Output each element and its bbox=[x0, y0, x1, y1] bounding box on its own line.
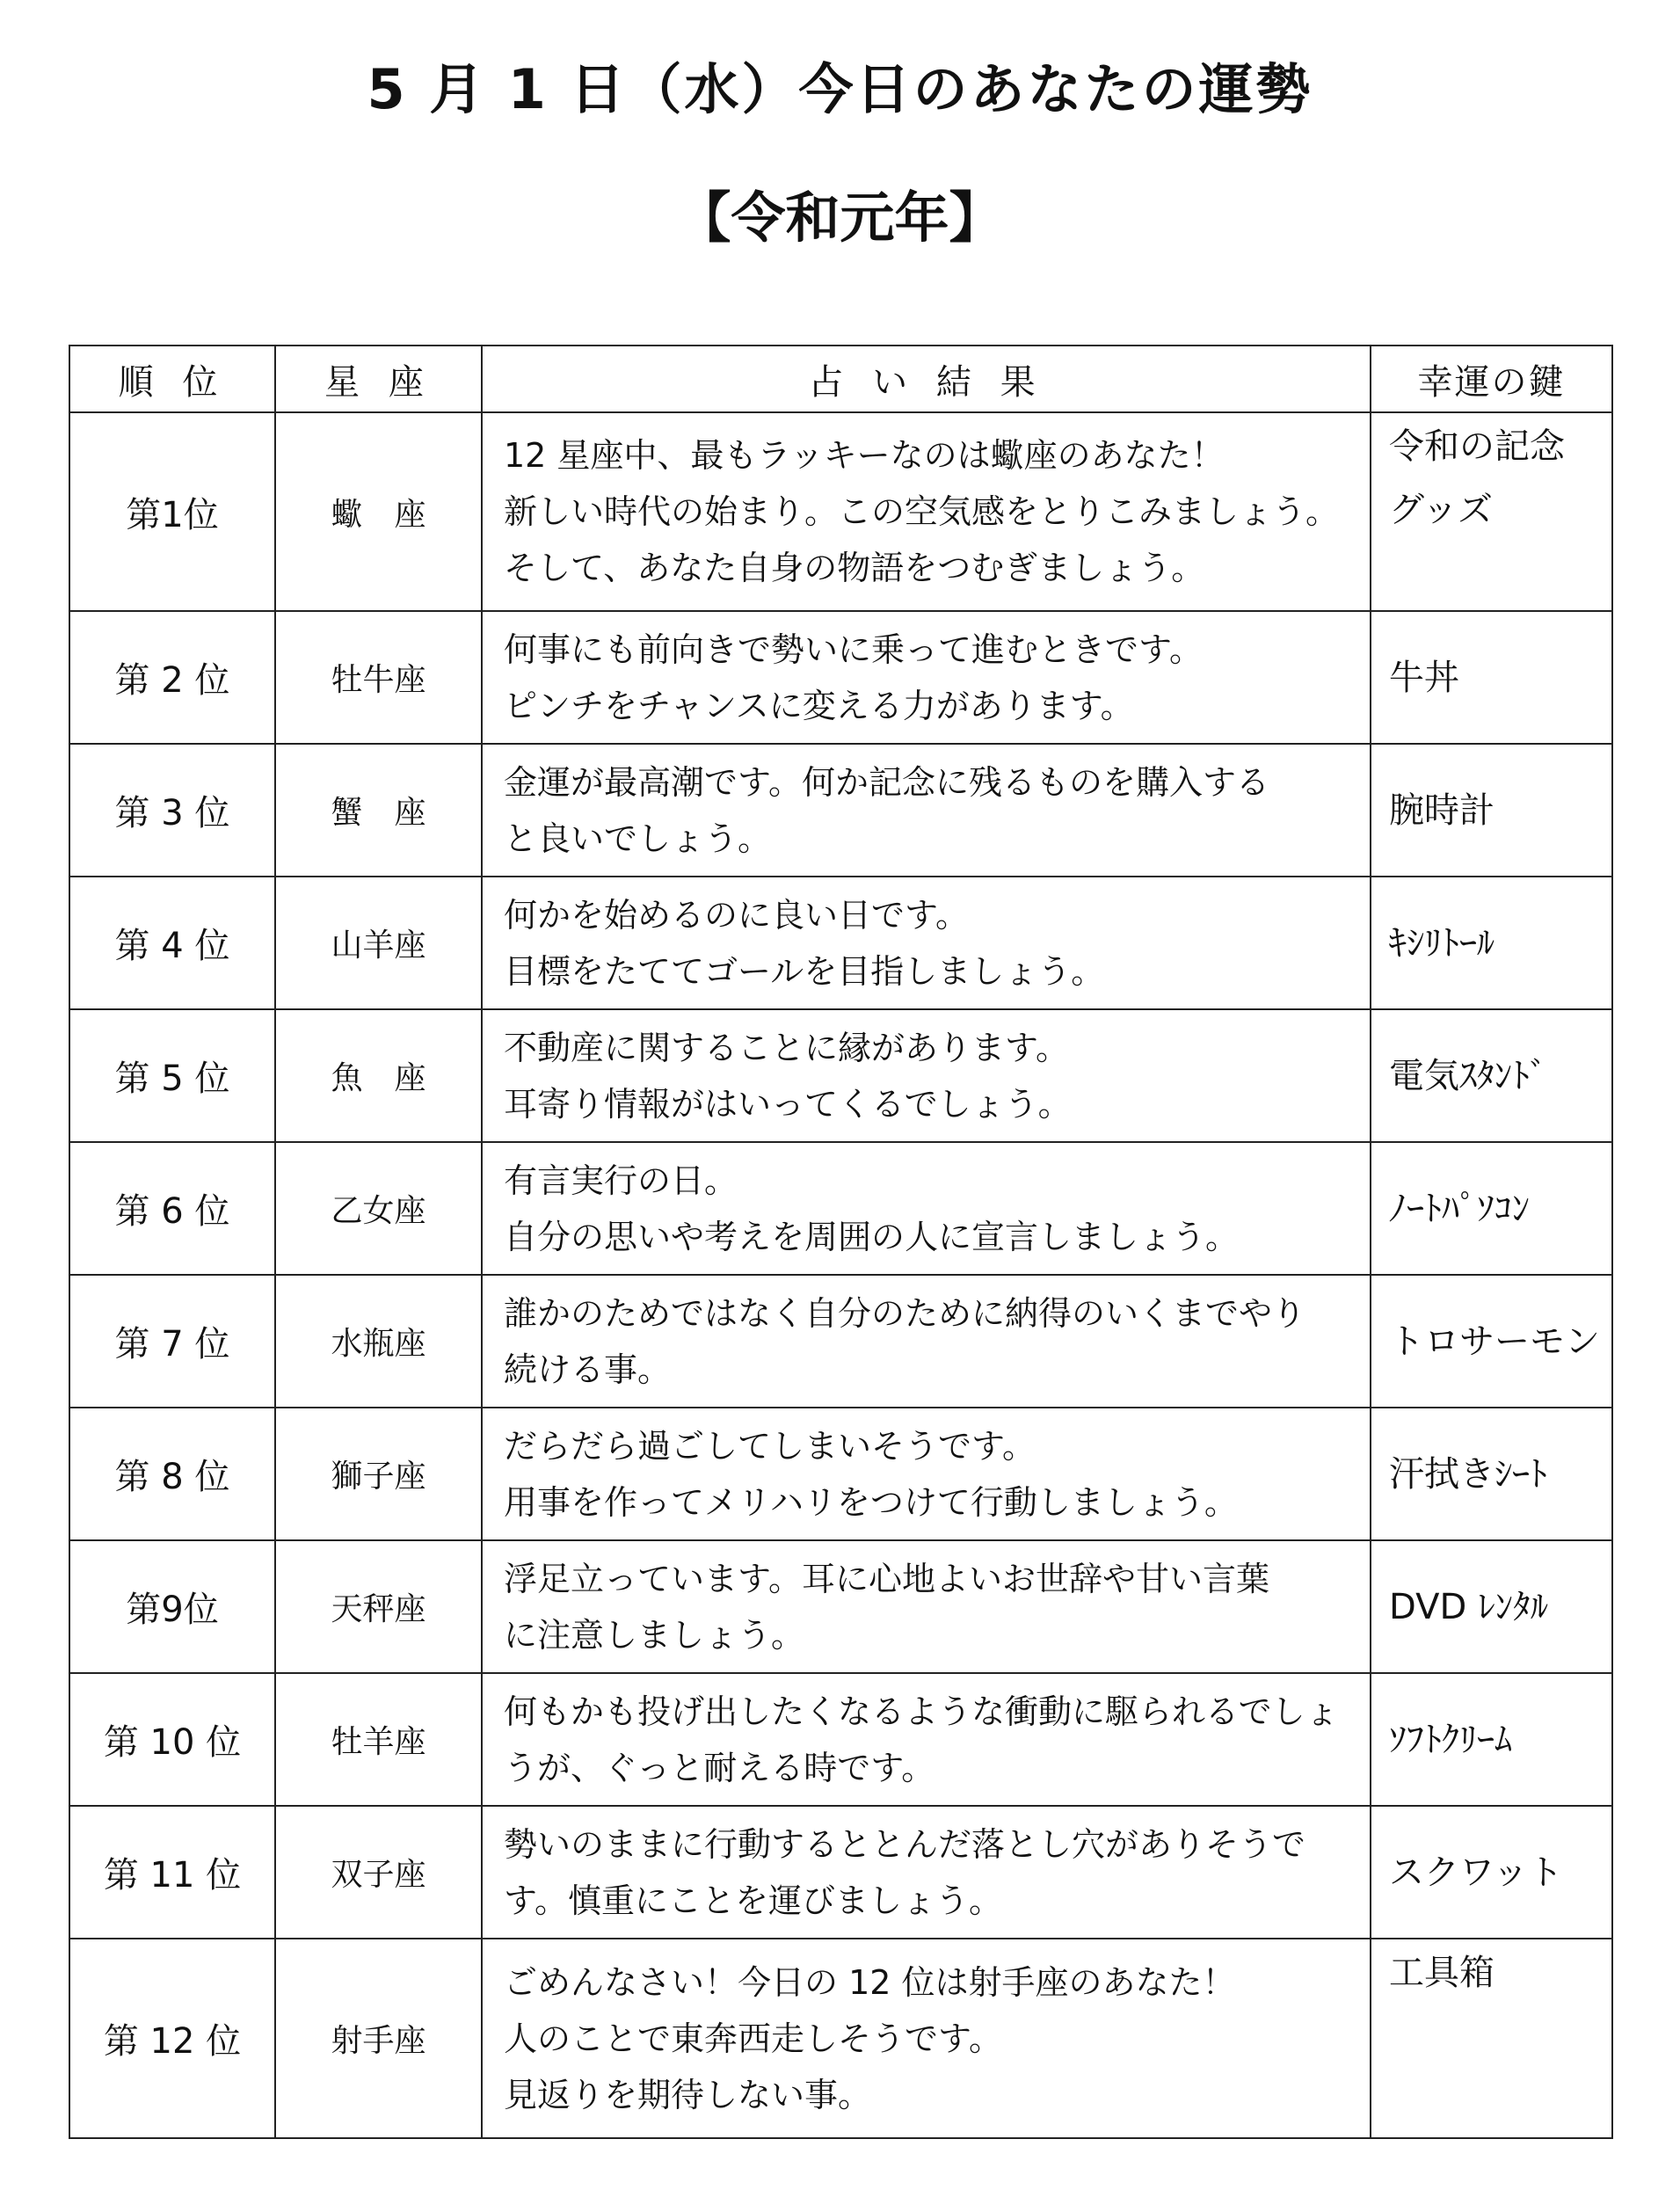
result-line: 金運が最高潮です。何か記念に残るものを購入する bbox=[504, 762, 1269, 802]
result-line: 不動産に関することに縁があります。 bbox=[504, 1028, 1069, 1067]
result-line: 見返りを期待しない事。 bbox=[504, 2075, 872, 2114]
table-header-row bbox=[69, 346, 1612, 412]
result-line: 浮足立っています。耳に心地よいお世辞や甘い言葉 bbox=[504, 1559, 1269, 1598]
lucky-key-cell bbox=[1371, 412, 1612, 611]
lucky-key-cell: 牛丼 bbox=[1371, 611, 1612, 744]
result-line: ごめんなさい！今日の 12 位は射手座のあなた！ bbox=[504, 1962, 1236, 2002]
result-line: す。慎重にことを運びましょう。 bbox=[504, 1881, 1002, 1920]
sign-cell: 蠍 座 bbox=[275, 412, 482, 611]
result-line: うが、ぐっと耐える時です。 bbox=[504, 1748, 935, 1787]
rank-cell: 第 6 位 bbox=[69, 1142, 275, 1275]
table-row bbox=[69, 1142, 1612, 1275]
page-subtitle: 【令和元年】 bbox=[676, 186, 1004, 250]
result-cell bbox=[482, 412, 1371, 611]
sign-cell: 蟹 座 bbox=[275, 744, 482, 877]
lucky-key-cell bbox=[1371, 1939, 1612, 2138]
column-header-rank: 順 位 bbox=[69, 346, 275, 412]
rank-cell: 第 8 位 bbox=[69, 1408, 275, 1540]
lucky-key-cell: スクワット bbox=[1371, 1806, 1612, 1939]
result-cell bbox=[482, 1275, 1371, 1408]
result-line: だらだら過ごしてしまいそうです。 bbox=[504, 1426, 1036, 1466]
column-header-result: 占 い 結 果 bbox=[482, 346, 1371, 412]
lucky-key-cell: トロサーモン bbox=[1371, 1275, 1612, 1408]
result-line: 人のことで東奔西走しそうです。 bbox=[504, 2019, 1002, 2058]
result-line: 新しい時代の始まり。この空気感をとりこみましょう。 bbox=[504, 492, 1340, 531]
rank-cell: 第 3 位 bbox=[69, 744, 275, 877]
result-cell bbox=[482, 744, 1371, 877]
column-header-sign: 星 座 bbox=[275, 346, 482, 412]
result-line: ピンチをチャンスに変える力があります。 bbox=[504, 686, 1134, 725]
lucky-key-cell: DVD ﾚﾝﾀﾙ bbox=[1371, 1540, 1612, 1673]
result-cell bbox=[482, 611, 1371, 744]
result-line: 何もかも投げ出したくなるような衝動に駆られるでしょ bbox=[504, 1692, 1339, 1731]
lucky-key-cell: 電気ｽﾀﾝﾄﾞ bbox=[1371, 1009, 1612, 1142]
rank-cell: 第 4 位 bbox=[69, 877, 275, 1009]
table-row bbox=[69, 744, 1612, 877]
result-line: 勢いのままに行動するととんだ落とし穴がありそうで bbox=[504, 1824, 1306, 1864]
result-line: 自分の思いや考えを周囲の人に宣言しましょう。 bbox=[504, 1217, 1240, 1256]
column-header-lucky-key: 幸運の鍵 bbox=[1371, 346, 1612, 412]
table-row bbox=[69, 1275, 1612, 1408]
sign-cell: 牡羊座 bbox=[275, 1673, 482, 1806]
rank-cell: 第9位 bbox=[69, 1540, 275, 1673]
rank-cell: 第 11 位 bbox=[69, 1806, 275, 1939]
sign-cell: 獅子座 bbox=[275, 1408, 482, 1540]
rank-cell: 第 2 位 bbox=[69, 611, 275, 744]
result-cell bbox=[482, 877, 1371, 1009]
sign-cell: 双子座 bbox=[275, 1806, 482, 1939]
lucky-key-cell: ｷｼﾘﾄｰﾙ bbox=[1371, 877, 1612, 1009]
table-row bbox=[69, 1540, 1612, 1673]
table-row bbox=[69, 1673, 1612, 1806]
table-row bbox=[69, 412, 1612, 611]
table-row bbox=[69, 1806, 1612, 1939]
rank-cell: 第 12 位 bbox=[69, 1939, 275, 2138]
result-cell bbox=[482, 1408, 1371, 1540]
result-line: 続ける事。 bbox=[504, 1350, 672, 1389]
result-line: 耳寄り情報がはいってくるでしょう。 bbox=[504, 1084, 1072, 1124]
sign-cell: 射手座 bbox=[275, 1939, 482, 2138]
lucky-key-line: 令和の記念 bbox=[1389, 426, 1565, 467]
sign-cell: 乙女座 bbox=[275, 1142, 482, 1275]
table-row bbox=[69, 877, 1612, 1009]
lucky-key-line: グッズ bbox=[1389, 490, 1493, 530]
lucky-key-cell: 腕時計 bbox=[1371, 744, 1612, 877]
result-line: そして、あなた自身の物語をつむぎましょう。 bbox=[504, 549, 1205, 587]
result-line: 目標をたててゴールを目指しましょう。 bbox=[504, 951, 1105, 991]
lucky-key-line: 工具箱 bbox=[1389, 1953, 1495, 1993]
table-row bbox=[69, 1939, 1612, 2138]
sign-cell: 牡牛座 bbox=[275, 611, 482, 744]
result-cell bbox=[482, 1142, 1371, 1275]
sign-cell: 山羊座 bbox=[275, 877, 482, 1009]
page-title: 5 月 1 日（水）今日のあなたの運勢 bbox=[367, 57, 1313, 121]
sign-cell: 魚 座 bbox=[275, 1009, 482, 1142]
rank-cell: 第 7 位 bbox=[69, 1275, 275, 1408]
table-row bbox=[69, 1009, 1612, 1142]
result-line: 何かを始めるのに良い日です。 bbox=[504, 895, 969, 935]
rank-cell: 第 5 位 bbox=[69, 1009, 275, 1142]
result-line: と良いでしょう。 bbox=[504, 819, 772, 858]
rank-cell: 第 10 位 bbox=[69, 1673, 275, 1806]
result-cell bbox=[482, 1939, 1371, 2138]
table-row bbox=[69, 611, 1612, 744]
result-line: 12 星座中、最もラッキーなのは蠍座のあなた！ bbox=[504, 436, 1225, 475]
fortune-table bbox=[69, 345, 1613, 2139]
result-line: 何事にも前向きで勢いに乗って進むときです。 bbox=[504, 629, 1203, 669]
result-cell bbox=[482, 1009, 1371, 1142]
result-line: 有言実行の日。 bbox=[504, 1161, 738, 1200]
result-line: 誰かのためではなく自分のために納得のいくまでやり bbox=[504, 1293, 1306, 1333]
lucky-key-cell: ﾉｰﾄﾊﾟｿｺﾝ bbox=[1371, 1142, 1612, 1275]
result-cell bbox=[482, 1806, 1371, 1939]
result-line: 用事を作ってメリハリをつけて行動しましょう。 bbox=[504, 1482, 1238, 1522]
rank-cell: 第1位 bbox=[69, 412, 275, 611]
result-line: に注意しましょう。 bbox=[504, 1615, 805, 1655]
table-row bbox=[69, 1408, 1612, 1540]
lucky-key-cell: ｿﾌﾄｸﾘｰﾑ bbox=[1371, 1673, 1612, 1806]
sign-cell: 水瓶座 bbox=[275, 1275, 482, 1408]
result-cell bbox=[482, 1540, 1371, 1673]
lucky-key-cell: 汗拭きｼｰﾄ bbox=[1371, 1408, 1612, 1540]
sign-cell: 天秤座 bbox=[275, 1540, 482, 1673]
result-cell bbox=[482, 1673, 1371, 1806]
